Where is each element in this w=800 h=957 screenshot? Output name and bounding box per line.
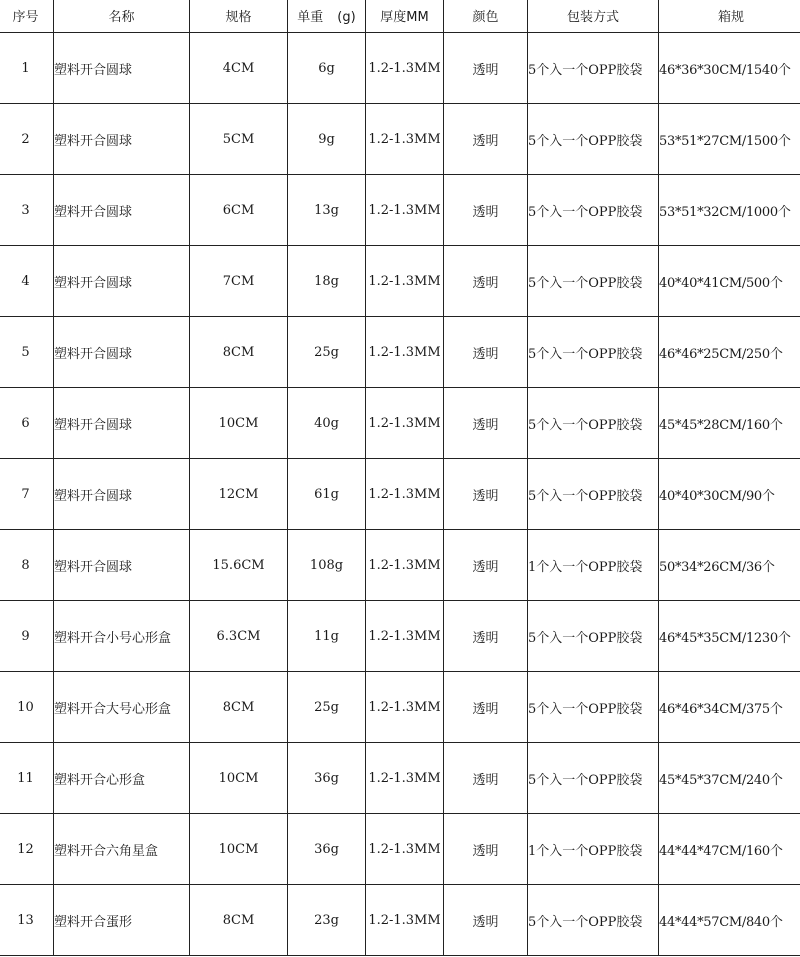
- cell-carton: 46*46*25CM/250个: [659, 317, 800, 388]
- table-row: [0, 743, 800, 814]
- table-row: [0, 885, 800, 956]
- cell-weight: 13g: [288, 175, 366, 246]
- cell-spec: 10CM: [190, 388, 288, 459]
- cell-seq: 6: [0, 388, 54, 459]
- cell-packaging: 1个入一个OPP胶袋: [528, 530, 659, 601]
- cell-carton: 45*45*28CM/160个: [659, 388, 800, 459]
- header-carton: 箱规: [659, 0, 800, 33]
- cell-packaging: 5个入一个OPP胶袋: [528, 33, 659, 104]
- cell-name: 塑料开合圆球: [54, 530, 190, 601]
- cell-packaging: 1个入一个OPP胶袋: [528, 814, 659, 885]
- cell-spec: 4CM: [190, 33, 288, 104]
- cell-spec: 12CM: [190, 459, 288, 530]
- cell-color: 透明: [444, 317, 528, 388]
- cell-thickness: 1.2-1.3MM: [366, 33, 444, 104]
- cell-seq: 9: [0, 601, 54, 672]
- cell-seq: 1: [0, 33, 54, 104]
- table-row: [0, 33, 800, 104]
- cell-weight: 18g: [288, 246, 366, 317]
- cell-spec: 5CM: [190, 104, 288, 175]
- cell-seq: 5: [0, 317, 54, 388]
- cell-thickness: 1.2-1.3MM: [366, 530, 444, 601]
- cell-name: 塑料开合圆球: [54, 388, 190, 459]
- cell-carton: 53*51*27CM/1500个: [659, 104, 800, 175]
- cell-packaging: 5个入一个OPP胶袋: [528, 175, 659, 246]
- cell-seq: 10: [0, 672, 54, 743]
- cell-name: 塑料开合圆球: [54, 175, 190, 246]
- cell-thickness: 1.2-1.3MM: [366, 317, 444, 388]
- cell-color: 透明: [444, 530, 528, 601]
- cell-packaging: 5个入一个OPP胶袋: [528, 743, 659, 814]
- table-row: [0, 317, 800, 388]
- cell-weight: 40g: [288, 388, 366, 459]
- cell-packaging: 5个入一个OPP胶袋: [528, 459, 659, 530]
- table-row: [0, 175, 800, 246]
- cell-carton: 50*34*26CM/36个: [659, 530, 800, 601]
- cell-weight: 61g: [288, 459, 366, 530]
- cell-spec: 7CM: [190, 246, 288, 317]
- cell-thickness: 1.2-1.3MM: [366, 459, 444, 530]
- cell-weight: 11g: [288, 601, 366, 672]
- header-weight-unit: (g): [337, 10, 356, 25]
- cell-thickness: 1.2-1.3MM: [366, 104, 444, 175]
- cell-spec: 6CM: [190, 175, 288, 246]
- cell-spec: 8CM: [190, 317, 288, 388]
- cell-color: 透明: [444, 601, 528, 672]
- header-seq: 序号: [0, 0, 54, 33]
- cell-color: 透明: [444, 388, 528, 459]
- cell-weight: 23g: [288, 885, 366, 956]
- cell-seq: 8: [0, 530, 54, 601]
- cell-spec: 6.3CM: [190, 601, 288, 672]
- cell-spec: 10CM: [190, 743, 288, 814]
- cell-thickness: 1.2-1.3MM: [366, 601, 444, 672]
- cell-name: 塑料开合六角星盒: [54, 814, 190, 885]
- cell-carton: 46*46*34CM/375个: [659, 672, 800, 743]
- cell-seq: 11: [0, 743, 54, 814]
- header-packaging: 包装方式: [528, 0, 659, 33]
- cell-color: 透明: [444, 459, 528, 530]
- cell-spec: 10CM: [190, 814, 288, 885]
- cell-thickness: 1.2-1.3MM: [366, 175, 444, 246]
- cell-name: 塑料开合心形盒: [54, 743, 190, 814]
- cell-weight: 9g: [288, 104, 366, 175]
- table-row: [0, 672, 800, 743]
- cell-thickness: 1.2-1.3MM: [366, 885, 444, 956]
- cell-spec: 15.6CM: [190, 530, 288, 601]
- cell-packaging: 5个入一个OPP胶袋: [528, 388, 659, 459]
- cell-color: 透明: [444, 246, 528, 317]
- cell-name: 塑料开合蛋形: [54, 885, 190, 956]
- cell-carton: 44*44*57CM/840个: [659, 885, 800, 956]
- cell-thickness: 1.2-1.3MM: [366, 743, 444, 814]
- table-row: [0, 388, 800, 459]
- cell-seq: 12: [0, 814, 54, 885]
- cell-carton: 46*36*30CM/1540个: [659, 33, 800, 104]
- cell-thickness: 1.2-1.3MM: [366, 814, 444, 885]
- cell-packaging: 5个入一个OPP胶袋: [528, 601, 659, 672]
- header-thickness: 厚度MM: [366, 0, 444, 33]
- cell-color: 透明: [444, 33, 528, 104]
- cell-name: 塑料开合圆球: [54, 33, 190, 104]
- cell-thickness: 1.2-1.3MM: [366, 672, 444, 743]
- cell-spec: 8CM: [190, 672, 288, 743]
- cell-name: 塑料开合圆球: [54, 246, 190, 317]
- cell-packaging: 5个入一个OPP胶袋: [528, 885, 659, 956]
- cell-name: 塑料开合大号心形盒: [54, 672, 190, 743]
- cell-seq: 13: [0, 885, 54, 956]
- cell-carton: 40*40*30CM/90个: [659, 459, 800, 530]
- cell-weight: 25g: [288, 672, 366, 743]
- cell-weight: 6g: [288, 33, 366, 104]
- header-spec: 规格: [190, 0, 288, 33]
- cell-color: 透明: [444, 885, 528, 956]
- cell-seq: 3: [0, 175, 54, 246]
- cell-weight: 36g: [288, 743, 366, 814]
- header-weight: [288, 0, 366, 33]
- cell-spec: 8CM: [190, 885, 288, 956]
- cell-carton: 40*40*41CM/500个: [659, 246, 800, 317]
- cell-packaging: 5个入一个OPP胶袋: [528, 246, 659, 317]
- table-row: [0, 530, 800, 601]
- table-row: [0, 459, 800, 530]
- cell-thickness: 1.2-1.3MM: [366, 388, 444, 459]
- cell-carton: 46*45*35CM/1230个: [659, 601, 800, 672]
- cell-name: 塑料开合圆球: [54, 104, 190, 175]
- table-row: [0, 814, 800, 885]
- cell-packaging: 5个入一个OPP胶袋: [528, 104, 659, 175]
- cell-seq: 2: [0, 104, 54, 175]
- cell-color: 透明: [444, 104, 528, 175]
- cell-seq: 7: [0, 459, 54, 530]
- cell-seq: 4: [0, 246, 54, 317]
- cell-color: 透明: [444, 672, 528, 743]
- cell-packaging: 5个入一个OPP胶袋: [528, 317, 659, 388]
- cell-packaging: 5个入一个OPP胶袋: [528, 672, 659, 743]
- cell-weight: 36g: [288, 814, 366, 885]
- cell-carton: 44*44*47CM/160个: [659, 814, 800, 885]
- header-color: 颜色: [444, 0, 528, 33]
- table-row: [0, 246, 800, 317]
- table-body: [0, 33, 800, 956]
- cell-color: 透明: [444, 175, 528, 246]
- cell-weight: 108g: [288, 530, 366, 601]
- cell-name: 塑料开合小号心形盒: [54, 601, 190, 672]
- cell-carton: 53*51*32CM/1000个: [659, 175, 800, 246]
- cell-name: 塑料开合圆球: [54, 459, 190, 530]
- header-weight-label: 单重: [297, 10, 324, 25]
- header-row: [0, 0, 800, 33]
- header-name: 名称: [54, 0, 190, 33]
- cell-name: 塑料开合圆球: [54, 317, 190, 388]
- table-row: [0, 104, 800, 175]
- cell-weight: 25g: [288, 317, 366, 388]
- table-row: [0, 601, 800, 672]
- cell-color: 透明: [444, 814, 528, 885]
- cell-carton: 45*45*37CM/240个: [659, 743, 800, 814]
- cell-thickness: 1.2-1.3MM: [366, 246, 444, 317]
- cell-color: 透明: [444, 743, 528, 814]
